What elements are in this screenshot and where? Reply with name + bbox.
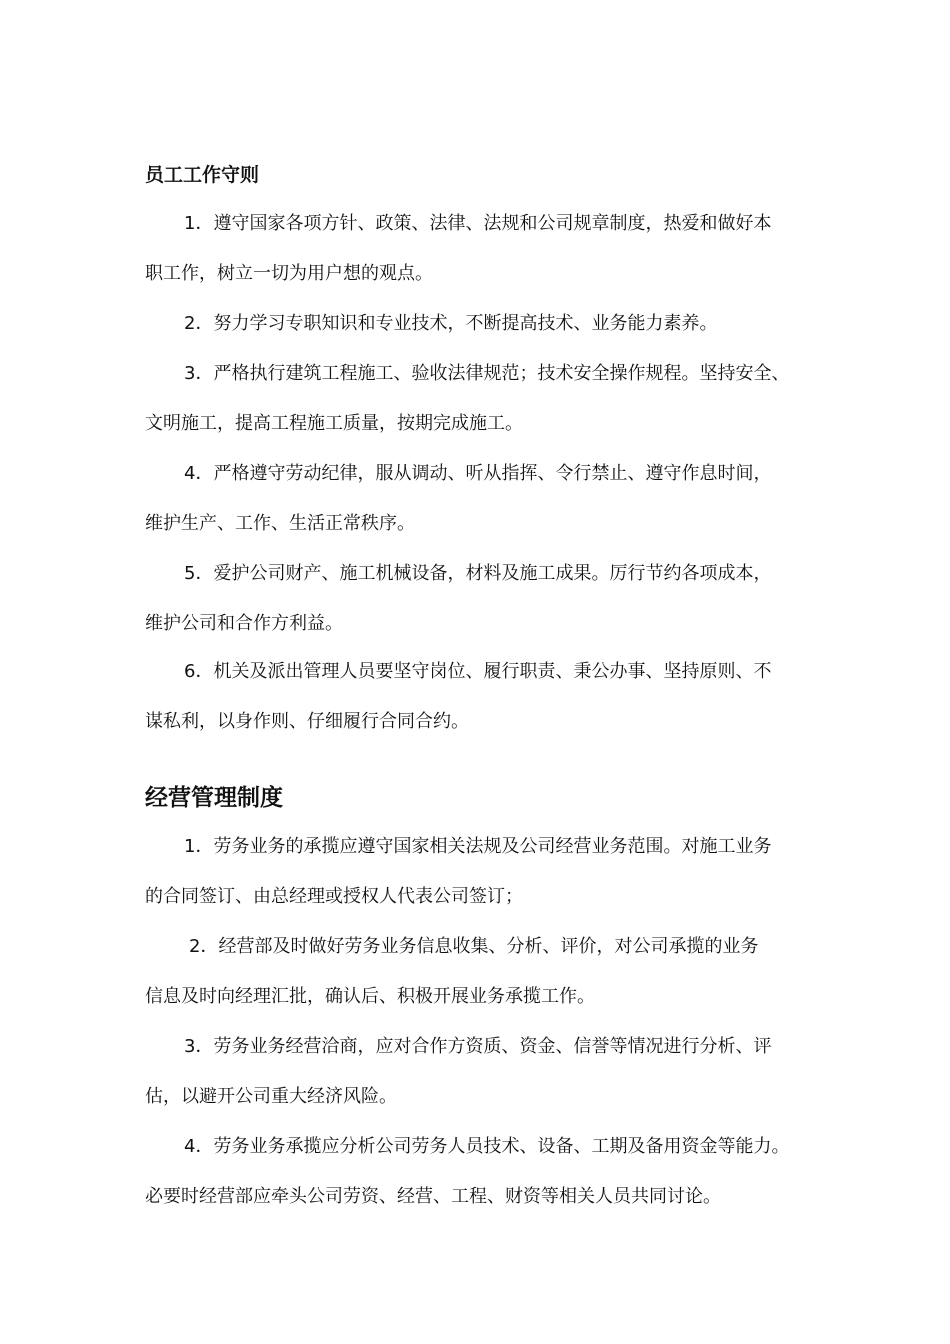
policy-4-line-2: 必要时经营部应牵头公司劳资、经营、工程、财资等相关人员共同讨论。	[145, 1186, 721, 1207]
rule-1-line-1: 1．遵守国家各项方针、政策、法律、法规和公司规章制度，热爱和做好本	[184, 213, 772, 234]
rule-2-line-1: 2．努力学习专职知识和专业技术，不断提高技术、业务能力素养。	[184, 313, 718, 334]
policy-1-line-2: 的合同签订、由总经理或授权人代表公司签订；	[145, 886, 523, 907]
rule-5-line-2: 维护公司和合作方利益。	[145, 613, 343, 634]
policy-4-line-1: 4．劳务业务承揽应分析公司劳务人员技术、设备、工期及备用资金等能力。	[184, 1136, 790, 1157]
policy-3-line-2: 估，以避开公司重大经济风险。	[145, 1086, 397, 1107]
rule-6-line-2: 谋私利，以身作则、仔细履行合同合约。	[145, 711, 469, 732]
policy-2-line-2: 信息及时向经理汇批，确认后、积极开展业务承揽工作。	[145, 986, 595, 1007]
rule-1-line-2: 职工作，树立一切为用户想的观点。	[145, 263, 433, 284]
rule-5-line-1: 5．爱护公司财产、施工机械设备，材料及施工成果。厉行节约各项成本，	[184, 563, 772, 584]
rule-6-line-1: 6．机关及派出管理人员要坚守岗位、履行职责、秉公办事、坚持原则、不	[184, 661, 772, 682]
policy-3-line-1: 3．劳务业务经营洽商，应对合作方资质、资金、信誉等情况进行分析、评	[184, 1036, 772, 1057]
policy-2-line-1: 2．经营部及时做好劳务业务信息收集、分析、评价，对公司承揽的业务	[189, 936, 759, 957]
section-heading-employee-rules: 员工工作守则	[145, 164, 260, 186]
rule-4-line-1: 4．严格遵守劳动纪律，服从调动、听从指挥、令行禁止、遵守作息时间，	[184, 463, 772, 484]
rule-3-line-2: 文明施工，提高工程施工质量，按期完成施工。	[145, 413, 523, 434]
policy-1-line-1: 1．劳务业务的承揽应遵守国家相关法规及公司经营业务范围。对施工业务	[184, 836, 772, 857]
rule-3-line-1: 3．严格执行建筑工程施工、验收法律规范；技术安全操作规程。坚持安全、	[184, 363, 790, 384]
section-heading-business-management: 经营管理制度	[145, 785, 283, 811]
rule-4-line-2: 维护生产、工作、生活正常秩序。	[145, 513, 415, 534]
